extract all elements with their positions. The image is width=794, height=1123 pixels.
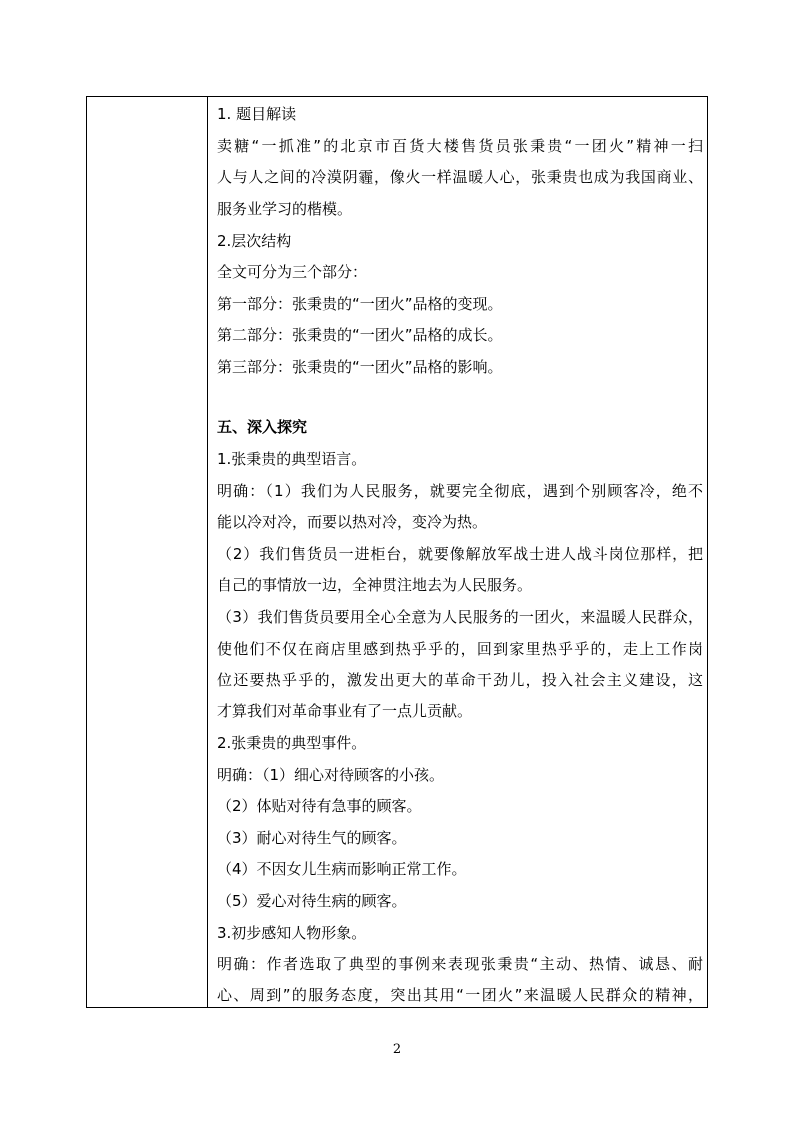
text-line: （5）爱心对待生病的顾客。 <box>217 892 407 910</box>
document-table <box>86 96 708 1008</box>
column-divider <box>207 97 208 1007</box>
text-line: 位还要热乎乎的，激发出更大的革命干劲儿，投入社会主义建设，这 <box>217 671 703 689</box>
text-line: 全文可分为三个部分： <box>217 263 368 281</box>
text-line: （4）不因女儿生病而影响正常工作。 <box>217 860 467 878</box>
text-line: 使他们不仅在商店里感到热乎乎的，回到家里热乎乎的，走上工作岗 <box>217 640 703 658</box>
text-line: 自己的事情放一边，全神贯注地去为人民服务。 <box>217 576 533 594</box>
text-line: （2）体贴对待有急事的顾客。 <box>217 797 422 815</box>
text-line: 第二部分：张秉贵的“一团火”品格的成长。 <box>217 326 503 344</box>
text-line: 1.张秉贵的典型语言。 <box>217 450 367 468</box>
text-line: 人与人之间的冷漠阴霾，像火一样温暖人心，张秉贵也成为我国商业、 <box>217 168 703 186</box>
page-number: 2 <box>392 1042 402 1057</box>
text-line: （3）我们售货员要用全心全意为人民服务的一团火，来温暖人民群众， <box>217 608 703 626</box>
text-line: （3）耐心对待生气的顾客。 <box>217 829 407 847</box>
text-line: 明确：（1）细心对待顾客的小孩。 <box>217 766 445 784</box>
text-line: 服务业学习的楷模。 <box>217 200 353 218</box>
text-line: 第三部分：张秉贵的“一团火”品格的影响。 <box>217 358 503 376</box>
text-line: 2.层次结构 <box>217 232 292 250</box>
text-line: （2）我们售货员一进柜台，就要像解放军战士进人战斗岗位那样，把 <box>217 545 703 563</box>
text-line: 能以冷对冷，而要以热对冷，变冷为热。 <box>217 513 488 531</box>
text-line: 1. 题目解读 <box>217 105 297 123</box>
text-line: 明确：作者选取了典型的事例来表现张秉贵“主动、热情、诚恳、耐 <box>217 955 703 973</box>
text-line: 心、周到”的服务态度，突出其用“一团火”来温暖人民群众的精神， <box>217 986 703 1004</box>
text-line: 才算我们对革命事业有了一点儿贡献。 <box>217 702 473 720</box>
text-line: 3.初步感知人物形象。 <box>217 924 367 942</box>
text-line: 2.张秉贵的典型事件。 <box>217 734 367 752</box>
section-heading: 五、深入探究 <box>217 418 308 436</box>
text-line: 第一部分：张秉贵的“一团火”品格的变现。 <box>217 295 503 313</box>
text-line: 卖糖“一抓准”的北京市百货大楼售货员张秉贵“一团火”精神一扫 <box>217 137 703 155</box>
text-line: 明确：（1）我们为人民服务，就要完全彻底，遇到个别顾客冷，绝不 <box>217 482 703 500</box>
